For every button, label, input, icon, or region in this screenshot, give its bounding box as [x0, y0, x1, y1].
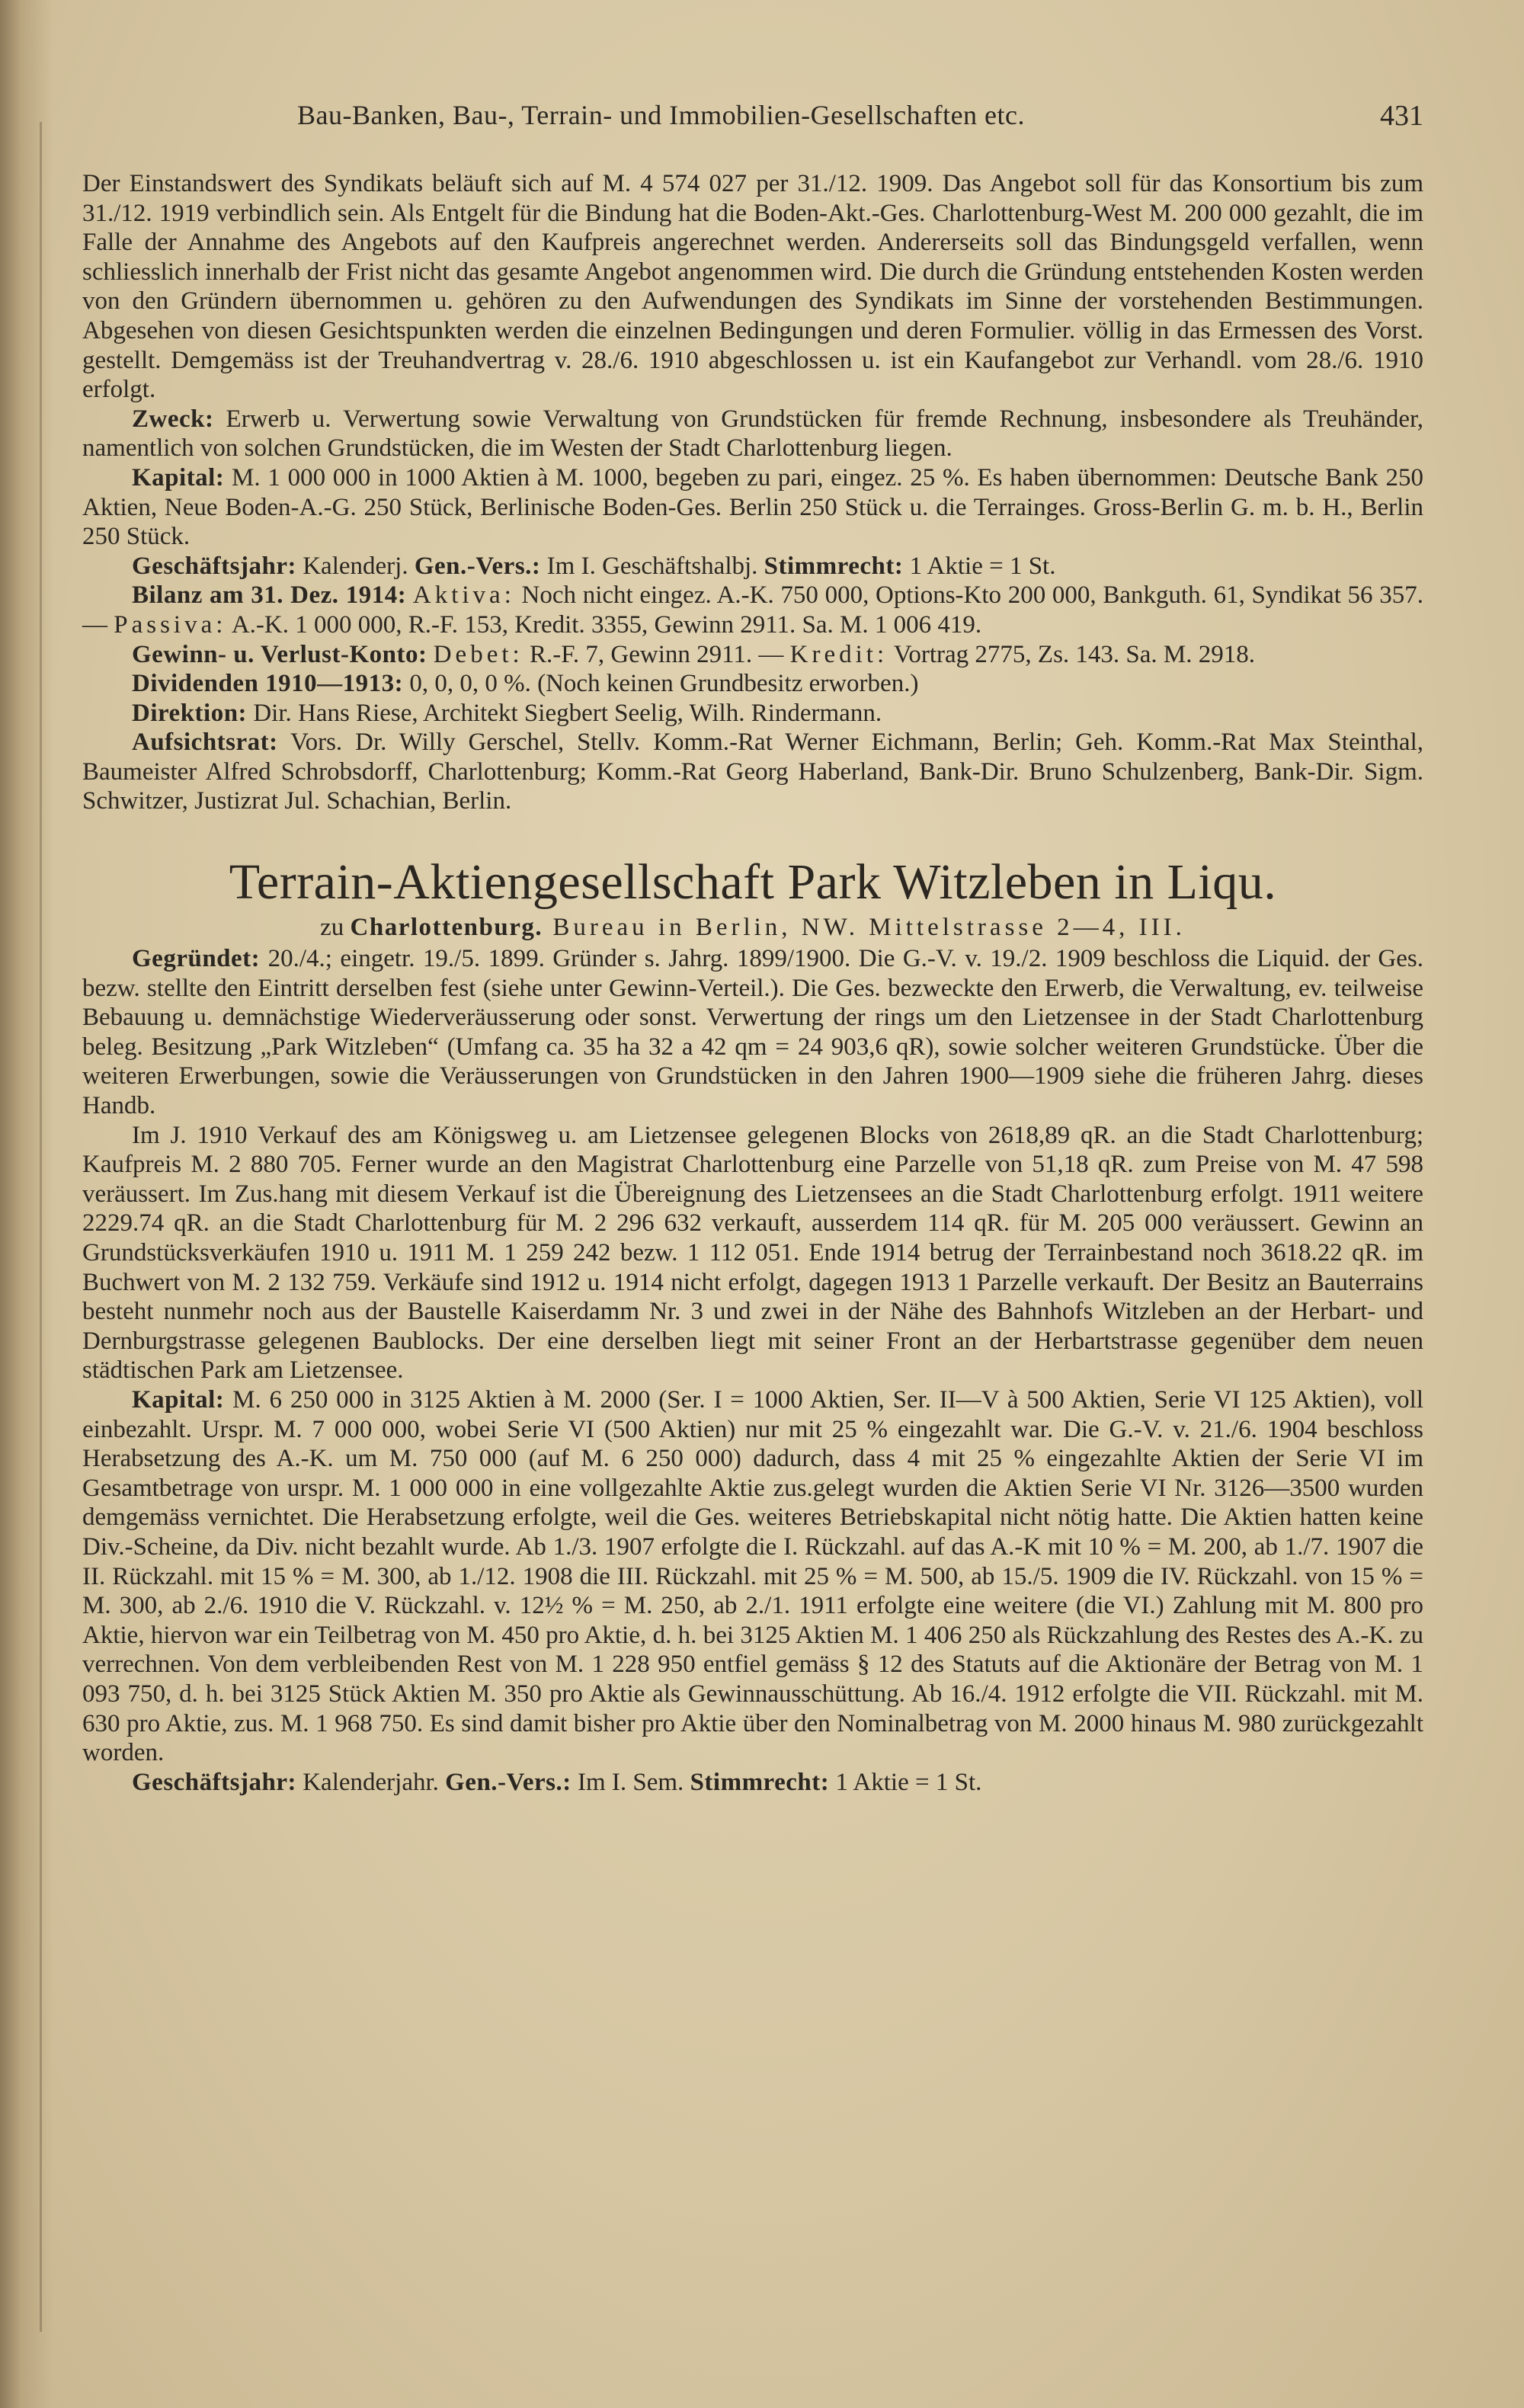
text-dividenden: 0, 0, 0, 0 %. (Noch keinen Grundbesitz erworben.) [403, 670, 919, 698]
page-number: 431 [1380, 100, 1423, 132]
text-direktion: Dir. Hans Riese, Architekt Siegbert Seelig, Wilh. Rindermann. [247, 699, 882, 727]
label-direktion: Direktion: [132, 699, 248, 727]
company-subtitle [82, 912, 1423, 943]
page-body [82, 169, 1423, 1797]
entry-bilanz [82, 581, 1423, 639]
section-park-witzleben [82, 853, 1423, 1797]
text-kapital-witzleben: M. 6 250 000 in 3125 Aktien à M. 2000 (Ser. I = 1000 Aktien, Ser. II—V à 500 Aktien, Serie VI 125 Aktien), voll einbezahlt. Urspr. M. 7 000 000, wobei Serie VI (500 Aktien) nur mit 25 % eingezahlt war. Die G.-V. v. 21./6. 1904 beschloss Herabsetzung des A.-K. um M. 750 000 (auf M. 6 250 000) dadurch, dass 4 mit 25 % eingezahlte Aktien der Serie VI im Gesamtbetrage von urspr. M. 1 000 000 in eine vollgezahlte Aktie zus.gelegt wurden die Aktien Serie VI Nr. 3126—3500 wurden demgemäss vernichtet. Die Herabsetzung erfolgte, weil die Ges. weiteres Betriebskapital nicht nötig hatte. Die Aktien hatten keine Div.-Scheine, da Div. nicht bezahlt wurde. Ab 1./3. 1907 erfolgte die I. Rückzahl. auf das A.-K mit 10 % = M. 200, ab 1./7. 1907 die II. Rückzahl. mit 15 % = M. 300, ab 1./12. 1908 die III. Rückzahl. mit 25 % = M. 500, ab 15./5. 1909 die IV. Rückzahl. von 15 % = M. 300, ab 2./6. 1910 die V. Rückzahl. v. 12½ % = M. 250, ab 2./1. 1911 erfolgte eine weitere (die VI.) Zahlung mit M. 800 pro Aktie, hiervon war ein Teilbetrag von M. 450 pro Aktie, d. h. bei 3125 Aktien M. 1 406 250 als Rückzahlung des Restes des A.-K. zu verrechnen. Von dem verbleibenden Rest von M. 1 228 950 entfiel gemäss § 12 des Statuts auf die Aktionäre der Betrag von M. 1 093 750, d. h. bei 3125 Stück Aktien M. 350 pro Aktie als Gewinnausschüttung. Ab 16./4. 1912 erfolgte die VII. Rückzahl. mit M. 630 pro Aktie, zus. M. 1 968 750. Es sind damit bisher pro Aktie über den Nominalbetrag von M. 2000 hinaus M. 980 zurückgezahlt worden. [82, 1385, 1423, 1767]
label-gegruendet: Gegründet: [132, 945, 261, 973]
text-zweck: Erwerb u. Verwertung sowie Verwaltung von Grundstücken für fremde Rechnung, insbesondere als Treuhänder, namentlich von solchen Grundstücken, die im Westen der Stadt Charlottenburg liegen. [82, 405, 1423, 463]
label-stimmrecht-witzleben: Stimmrecht: [690, 1768, 830, 1796]
label-aufsichtsrat: Aufsichtsrat: [132, 728, 278, 757]
section-syndikat [82, 169, 1423, 816]
label-gen-vers-witzleben: Gen.-Vers.: [445, 1768, 572, 1796]
entry-aufsichtsrat [82, 728, 1423, 816]
entry-kapital-witzleben [82, 1385, 1423, 1768]
entry-kapital [82, 463, 1423, 552]
text-gen-vers: Im I. Geschäftshalbj. [540, 552, 764, 580]
running-title: Bau-Banken, Bau-, Terrain- und Immobilien-Gesellschaften etc. [297, 100, 1026, 130]
text-debet: R.-F. 7, Gewinn 2911. — [523, 640, 790, 668]
label-kapital-witzleben: Kapital: [132, 1385, 225, 1414]
subtitle-city: Charlottenburg. [350, 914, 543, 942]
paragraph-verkaeufe: Im J. 1910 Verkauf des am Königsweg u. am Lietzensee gelegenen Blocks von 2618,89 qR. an die Stadt Charlottenburg; Kaufpreis M. 2 880 705. Ferner wurde an den Magistrat Charlottenburg eine Parzelle von 51,18 qR. zum Preise von M. 47 598 veräussert. Im Zus.hang mit diesem Verkauf ist die Übereignung des Lietzensees an die Stadt Charlottenburg erfolgt. 1911 weitere 2229.74 qR. an die Stadt Charlottenburg für M. 2 296 632 verkauft, ausserdem 114 qR. für M. 205 000 veräussert. Gewinn an Grundstücksverkäufen 1910 u. 1911 M. 1 259 242 bezw. 1 112 051. Ende 1914 betrug der Terrainbestand noch 3618.22 qR. im Buchwert von M. 2 132 759. Verkäufe sind 1912 u. 1914 nicht erfolgt, dagegen 1913 1 Parzelle verkauft. Der Besitz an Bauterrains besteht nunmehr noch aus der Baustelle Kaiserdamm Nr. 3 und zwei in der Nähe des Bahnhofs Witzleben an der Herbart- und Dernburgstrasse gelegenen Baublocks. Der eine derselben liegt mit seiner Front an der Herbartstrasse gegenüber dem neuen städtischen Park am Lietzensee. [82, 1121, 1423, 1385]
label-gewinn-verlust: Gewinn- u. Verlust-Konto: [132, 640, 427, 668]
text-gegruendet: 20./4.; eingetr. 19./5. 1899. Gründer s. Jahrg. 1899/1900. Die G.-V. v. 19./2. 1909 beschloss die Liquid. der Ges. bezw. stellte den Eintritt derselben fest (siehe unter Gewinn-Verteil.). Die Ges. bezweckte den Erwerb, die Verwaltung, ev. teilweise Bebauung u. demnächstige Wiederveräusserung oder sonst. Verwertung der rings um den Lietzensee in der Stadt Charlottenburg beleg. Besitzung „Park Witzleben“ (Umfang ca. 35 ha 32 a 42 qm = 24 903,6 qR), sowie solcher weiteren Grundstücke. Über die weiteren Erwerbungen, sowie die Veräusserungen von Grundstücken in den Jahren 1900—1909 siehe die früheren Jahrg. dieses Handb. [82, 945, 1423, 1120]
text-kapital: M. 1 000 000 in 1000 Aktien à M. 1000, begeben zu pari, eingez. 25 %. Es haben übernommen: Deutsche Bank 250 Aktien, Neue Boden-A.-G. 250 Stück, Berlinische Boden-Ges. Berlin 250 Stück u. die Terrainges. Gross-Berlin G. m. b. H., Berlin 250 Stück. [82, 463, 1423, 551]
entry-zweck [82, 405, 1423, 463]
label-geschaeftsjahr-witzleben: Geschäftsjahr: [132, 1768, 296, 1796]
label-gen-vers: Gen.-Vers.: [414, 552, 541, 580]
company-title: Terrain-Aktiengesellschaft Park Witzleben in Liqu. [229, 854, 1277, 911]
label-geschaeftsjahr: Geschäftsjahr: [132, 552, 296, 580]
subtitle-address: Bureau in Berlin, NW. Mittelstrasse 2—4, III. [543, 914, 1186, 942]
entry-gegruendet [82, 944, 1423, 1121]
text-stimmrecht: 1 Aktie = 1 St. [903, 552, 1056, 580]
text-kredit: Vortrag 2775, Zs. 143. Sa. M. 2918. [888, 640, 1256, 668]
label-passiva: Passiva: [114, 610, 227, 639]
label-kapital: Kapital: [132, 463, 225, 492]
label-stimmrecht: Stimmrecht: [764, 552, 904, 580]
page-header [82, 91, 1423, 137]
entry-geschaeftsjahr [82, 552, 1423, 581]
label-dividenden: Dividenden 1910—1913: [132, 670, 404, 698]
text-geschaeftsjahr: Kalenderj. [296, 552, 415, 580]
label-debet: Debet: [433, 640, 523, 668]
page-fold-line [40, 122, 42, 2332]
text-geschaeftsjahr-witzleben: Kalenderjahr. [296, 1768, 446, 1796]
text-gen-vers-witzleben: Im I. Sem. [571, 1768, 690, 1796]
entry-dividenden [82, 669, 1423, 699]
text-aufsichtsrat: Vors. Dr. Willy Gerschel, Stellv. Komm.-Rat Werner Eichmann, Berlin; Geh. Komm.-Rat Max Steinthal, Baumeister Alfred Schrobsdorff, Charlottenburg; Komm.-Rat Georg Haberland, Bank-Dir. Bruno Schulzenberg, Bank-Dir. Sigm. Schwitzer, Justizrat Jul. Schachian, Berlin. [82, 728, 1423, 815]
entry-direktion [82, 699, 1423, 728]
book-binding-shadow [0, 0, 53, 2408]
text-stimmrecht-witzleben: 1 Aktie = 1 St. [829, 1768, 982, 1796]
label-kredit: Kredit: [789, 640, 888, 668]
entry-gewinn-verlust [82, 640, 1423, 670]
text-aktiva: Noch nicht eingez. A.-K. 750 000, Options-Kto 200 000, Bankguth. 61, Syndikat 56 357. — [82, 581, 1423, 639]
subtitle-prefix: zu [320, 914, 351, 942]
entry-geschaeftsjahr-witzleben [82, 1768, 1423, 1798]
text-passiva: A.-K. 1 000 000, R.-F. 153, Kredit. 3355, Gewinn 2911. Sa. M. 1 006 419. [226, 610, 982, 639]
label-bilanz: Bilanz am 31. Dez. 1914: [132, 581, 407, 610]
label-zweck: Zweck: [132, 405, 214, 433]
label-aktiva: Aktiva: [412, 581, 515, 610]
paragraph-einstandswert: Der Einstandswert des Syndikats beläuft sich auf M. 4 574 027 per 31./12. 1909. Das Angebot soll für das Konsortium bis zum 31./12. 1919 verbindlich sein. Als Entgelt für die Bindung hat die Boden-Akt.-Ges. Charlottenburg-West M. 200 000 gezahlt, die im Falle der Annahme des Angebots auf den Kaufpreis angerechnet werden. Andererseits soll das Bindungsgeld verfallen, wenn schliesslich innerhalb der Frist nicht das gesamte Angebot angenommen wird. Die durch die Gründung entstehenden Kosten werden von den Gründern übernommen u. gehören zu den Aufwendungen des Syndikats im Sinne der vorstehenden Bestimmungen. Abgesehen von diesen Gesichtspunkten werden die einzelnen Bedingungen und deren Formulier. völlig in das Ermessen des Vorst. gestellt. Demgemäss ist der Treuhandvertrag v. 28./6. 1910 abgeschlossen u. ist ein Kaufangebot zur Verhandl. vom 28./6. 1910 erfolgt. [82, 170, 1423, 404]
